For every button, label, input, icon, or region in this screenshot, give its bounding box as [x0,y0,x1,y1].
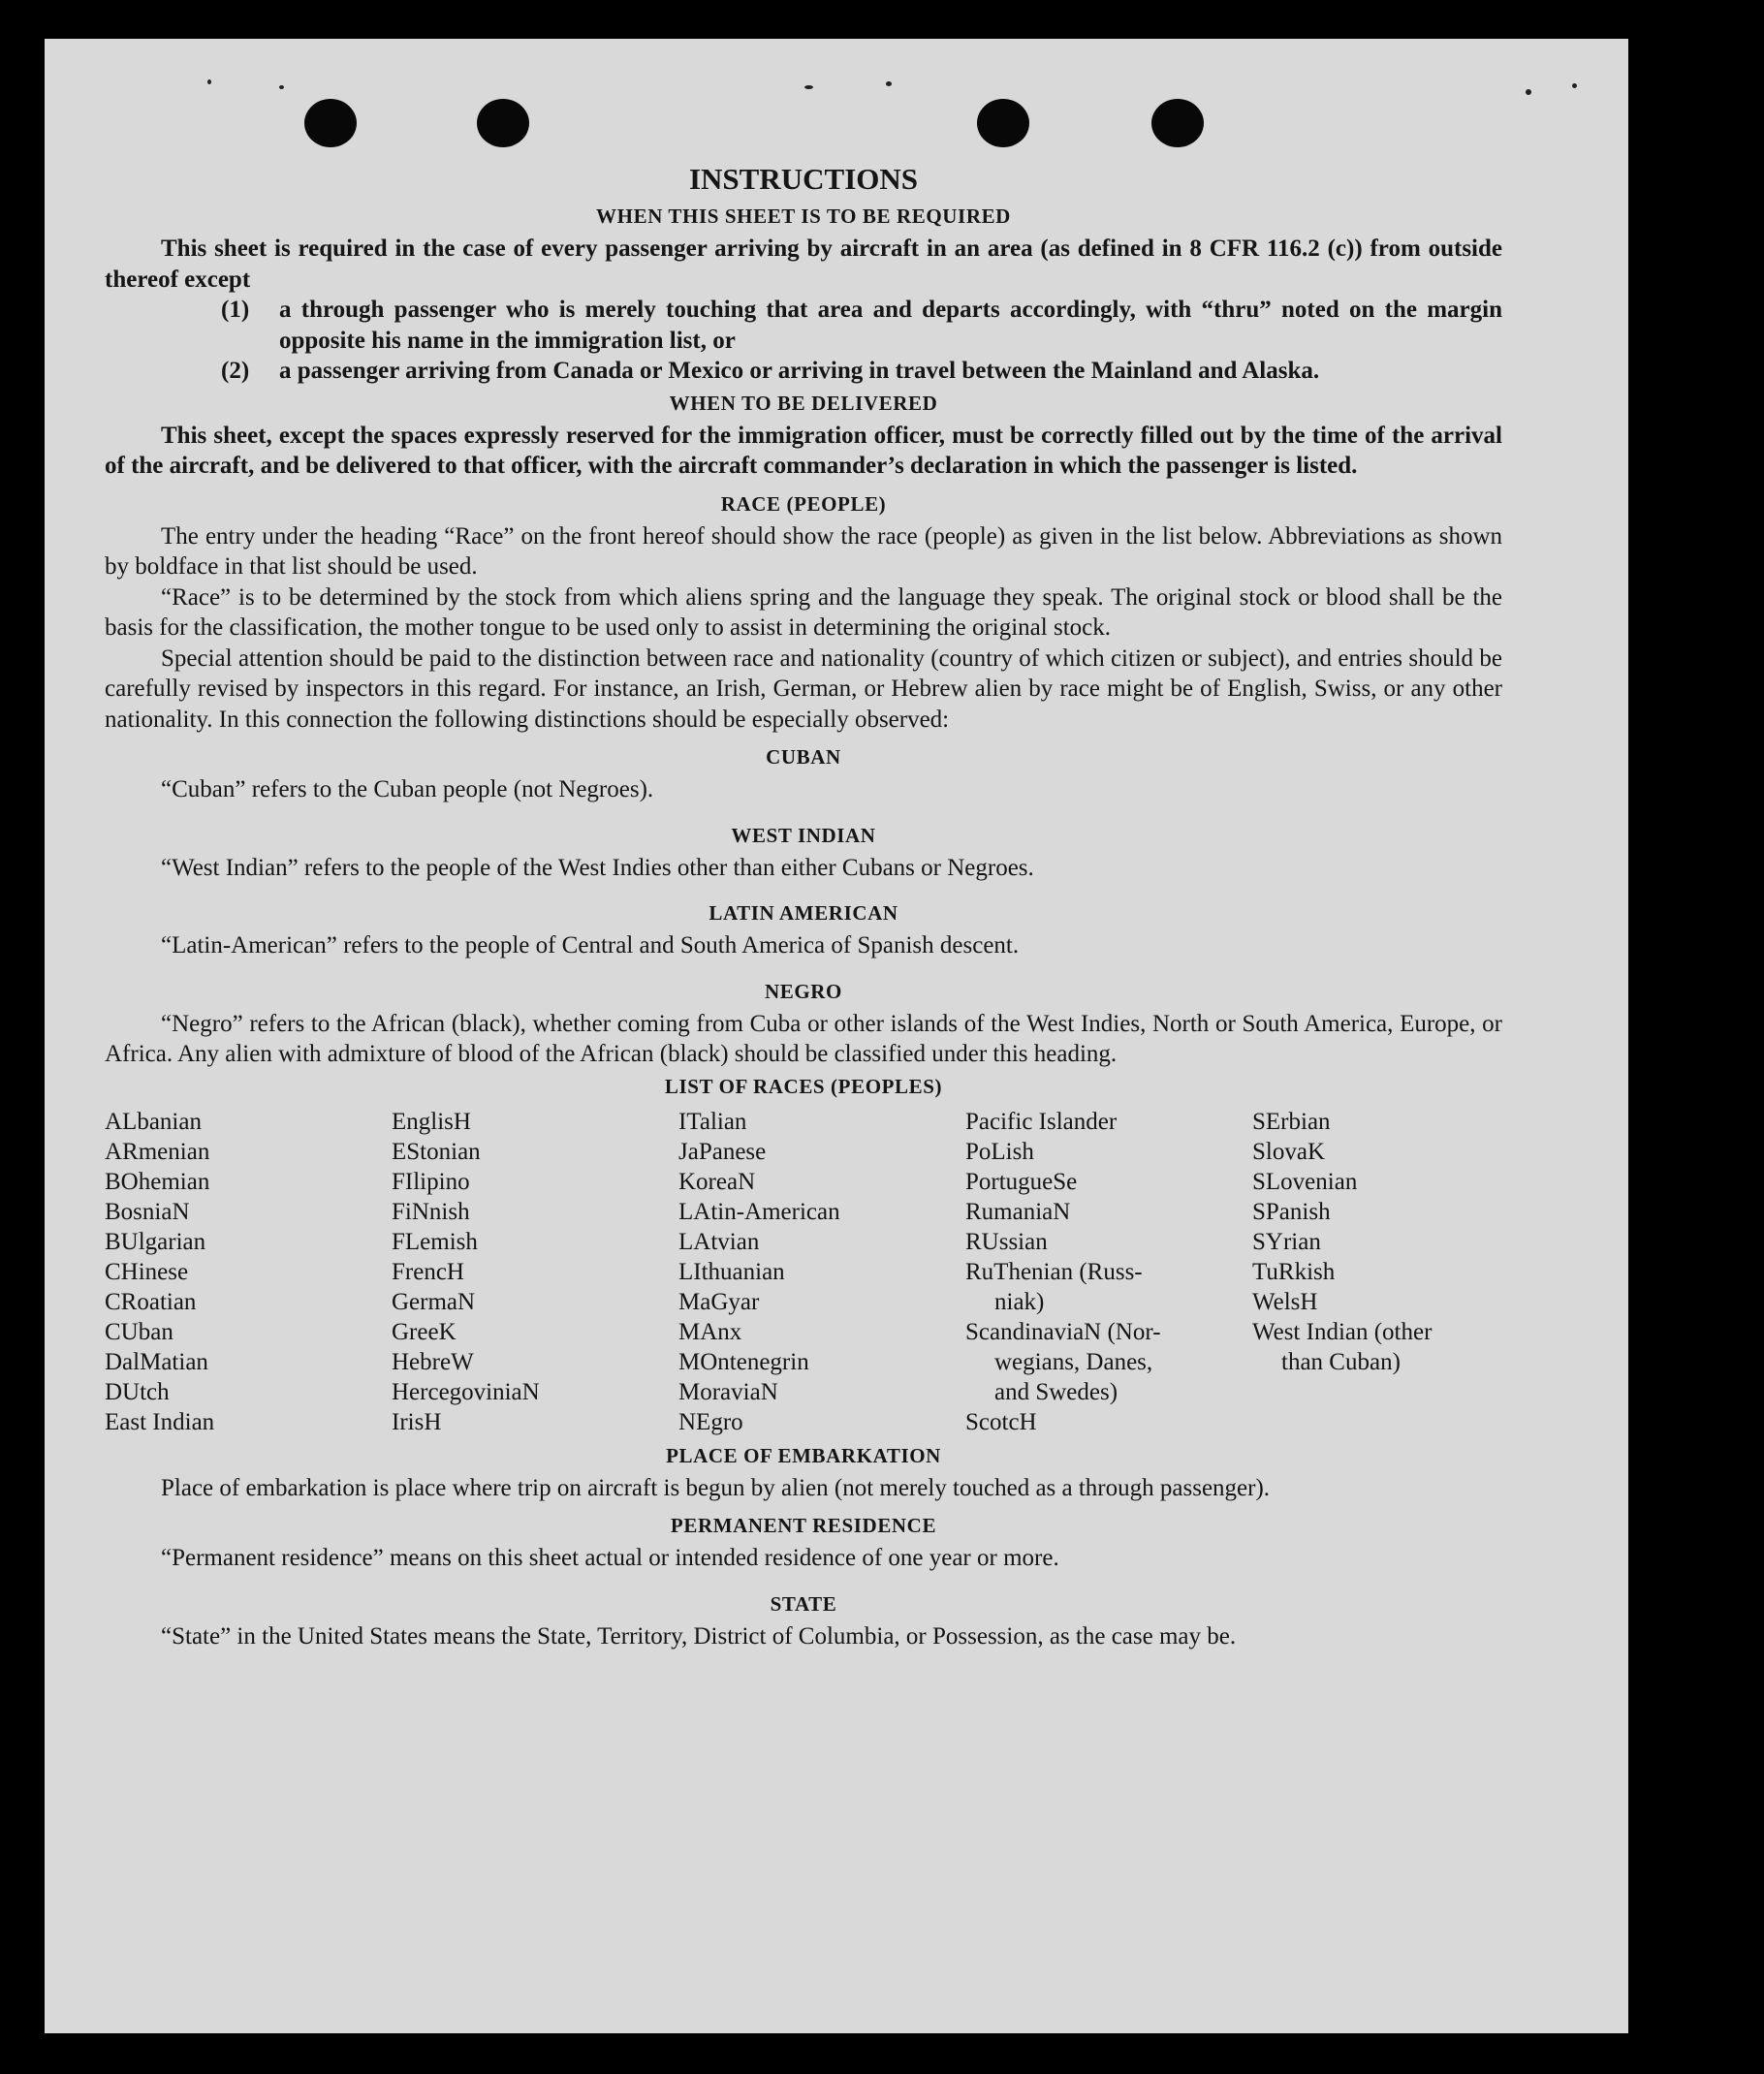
heading-cuban: CUBAN [766,745,841,769]
race-entry-continued: wegians, Danes, [994,1348,1153,1375]
race-entry-continued: than Cuban) [1281,1348,1401,1375]
race-entry: DUtch [105,1378,170,1405]
race-entry: MAnx [678,1318,742,1345]
punch-hole [1151,99,1204,147]
race-entry: BOhemian [105,1168,210,1195]
races-column [1252,1107,1502,1437]
race-entry: NEgro [678,1408,743,1435]
race-entry: FIlipino [392,1168,470,1195]
residence-text: “Permanent residence” means on this sheet actual or intended residence of one year or more. [161,1545,1059,1571]
race-entry: GreeK [392,1318,457,1345]
race-entry: RUssian [965,1228,1048,1255]
document-sheet [45,39,1628,2033]
heading-latin-american: LATIN AMERICAN [709,901,898,925]
race-entry: RumaniaN [965,1198,1071,1225]
punch-hole [977,99,1029,147]
race-entry: WelsH [1252,1288,1318,1315]
exception-text: a through passenger who is merely touching that area and departs accordingly, with “thru” noted on the margin opposite his name in the immigration list, or [279,297,1502,354]
heading-delivered: WHEN TO BE DELIVERED [669,391,938,415]
race-entry: ALbanian [105,1108,202,1135]
scan-speck [279,85,284,89]
exception-item [105,356,1502,387]
scan-speck [886,81,892,86]
heading-west-indian: WEST INDIAN [731,823,876,847]
delivered-text: This sheet, except the spaces expressly reserved for the immigration officer, must be correctly filled out by the time of the arrival of the aircraft, and be delivered to that officer, with the aircraft commander’s declaration in which the passenger is listed. [105,422,1502,479]
heading-state: STATE [770,1591,837,1616]
heading-negro: NEGRO [764,979,842,1003]
race-entry: ScotcH [965,1408,1037,1435]
race-entry-continued: niak) [994,1288,1045,1315]
races-column [965,1107,1252,1437]
race-entry: East Indian [105,1408,215,1435]
race-entry: CUban [105,1318,173,1345]
exception-number: (1) [221,297,250,323]
scan-speck [207,79,211,84]
race-entry: MaGyar [678,1288,760,1315]
exception-number: (2) [221,358,250,384]
race-entry: EStonian [392,1138,481,1165]
required-text: This sheet is required in the case of every passenger arriving by aircraft in an area (as defined in 8 CFR 116.2 (c)) from outside thereof except [105,236,1502,293]
page-title: INSTRUCTIONS [688,162,918,196]
race-entry: FrencH [392,1258,464,1285]
heading-embarkation: PLACE OF EMBARKATION [666,1443,941,1467]
race-entry: PoLish [965,1138,1034,1165]
race-entry: LAtvian [678,1228,760,1255]
race-entry: ARmenian [105,1138,210,1165]
race-entry: DalMatian [105,1348,208,1375]
heading-list-of-races: LIST OF RACES (PEOPLES) [664,1074,943,1098]
race-entry-continued: and Swedes) [994,1378,1118,1405]
race-entry: West Indian (other [1252,1318,1433,1345]
scan-speck [804,85,813,89]
race-paragraph: The entry under the heading “Race” on the front hereof should show the race (people) as given in the list below. Abbreviations as shown by boldface in that list should be used. [105,522,1502,580]
west-indian-text: “West Indian” refers to the people of the West Indies other than either Cubans or Negroes. [161,854,1034,881]
race-entry: RuThenian (Russ- [965,1258,1143,1285]
race-entry: TuRkish [1252,1258,1336,1285]
race-entry: BosniaN [105,1198,190,1225]
heading-race: RACE (PEOPLE) [720,491,887,516]
race-entry: CRoatian [105,1288,197,1315]
race-paragraph: Special attention should be paid to the distinction between race and nationality (country of which citizen or subject), and entries should be carefully revised by inspectors in this regard. For instance, an Irish, German, or Hebrew alien by race might be of English, Swiss, or any other nationality. In this connection the following distinctions should be especially observed: [105,644,1502,733]
race-entry: SPanish [1252,1198,1331,1225]
race-entry: ITalian [678,1108,747,1135]
instructions-body [105,163,1502,1651]
latin-american-text: “Latin-American” refers to the people of Central and South America of Spanish descent. [161,932,1020,958]
state-text: “State” in the United States means the State, Territory, District of Columbia, or Possession, as the case may be. [161,1622,1237,1650]
exception-text: a passenger arriving from Canada or Mexico or arriving in travel between the Mainland and Alaska. [279,358,1320,384]
races-list [105,1107,1502,1437]
exception-item [105,295,1502,356]
race-paragraph: “Race” is to be determined by the stock from which aliens spring and the language they speak. The original stock or blood shall be the basis for the classification, the mother tongue to be used only to assist in determining the original stock. [105,583,1502,641]
heading-required: WHEN THIS SHEET IS TO BE REQUIRED [596,204,1011,228]
races-column [678,1107,965,1437]
race-entry: KoreaN [678,1168,756,1195]
negro-text: “Negro” refers to the African (black), whether coming from Cuba or other islands of the West Indies, North or South America, Europe, or Africa. Any alien with admixture of blood of the African (black) should be classified under this heading. [105,1010,1502,1067]
race-entry: SYrian [1252,1228,1321,1255]
race-entry: SErbian [1252,1108,1331,1135]
race-entry: SlovaK [1252,1138,1325,1165]
race-entry: EnglisH [392,1108,471,1135]
race-entry: MoraviaN [678,1378,778,1405]
race-entry: Pacific Islander [965,1108,1118,1135]
race-entry: HercegoviniaN [392,1378,540,1405]
race-entry: MOntenegrin [678,1348,809,1375]
race-entry: PortugueSe [965,1168,1078,1195]
embarkation-text: Place of embarkation is place where trip on aircraft is begun by alien (not merely touched as a through passenger). [161,1474,1271,1501]
heading-residence: PERMANENT RESIDENCE [670,1514,937,1537]
race-entry: FiNnish [392,1198,470,1225]
cuban-text: “Cuban” refers to the Cuban people (not Negroes). [161,776,654,802]
scan-speck [1572,83,1577,88]
race-entry: FLemish [392,1228,478,1255]
race-entry: JaPanese [678,1138,767,1165]
race-entry: IrisH [392,1408,442,1435]
race-entry: GermaN [392,1288,476,1315]
race-entry: BUlgarian [105,1228,206,1255]
scan-speck [1526,89,1531,95]
races-column [105,1107,392,1437]
race-entry: HebreW [392,1348,474,1375]
race-entry: CHinese [105,1258,189,1285]
race-entry: LAtin-American [678,1198,840,1225]
punch-hole [477,99,529,147]
races-column [392,1107,678,1437]
race-entry: SLovenian [1252,1168,1358,1195]
race-entry: ScandinaviaN (Nor- [965,1318,1161,1345]
punch-hole [304,99,357,147]
race-entry: LIthuanian [678,1258,785,1285]
